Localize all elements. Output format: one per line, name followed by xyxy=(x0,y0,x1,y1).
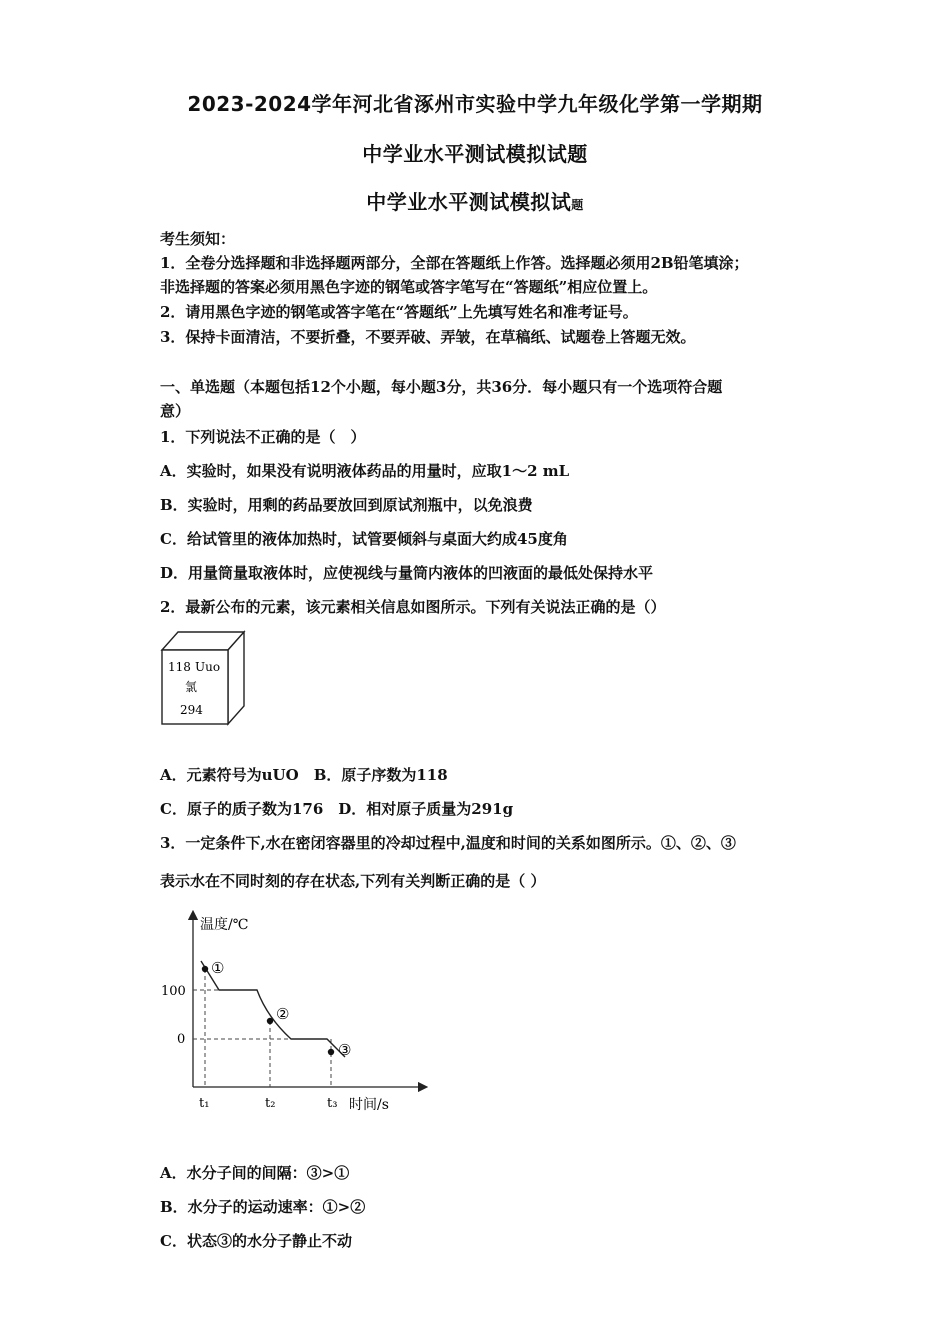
notice-item-1b: 非选择题的答案必须用黑色字迹的钢笔或答字笔写在“答题纸”相应位置上。 xyxy=(160,278,658,296)
y-axis-label: 温度/℃ xyxy=(200,917,249,933)
q1-option-b: B．实验时，用剩的药品要放回到原试剂瓶中，以免浪费 xyxy=(160,496,533,514)
point-state-1 xyxy=(202,966,208,972)
exam-title-line3-suffix: 题 xyxy=(571,198,584,212)
q2-options-ab: A．元素符号为uUO B．原子序数为118 xyxy=(160,766,448,784)
q1-stem: 1．下列说法不正确的是（ ） xyxy=(160,428,366,446)
element-symbol: Uuo xyxy=(195,660,221,674)
section-heading-b: 意） xyxy=(160,402,191,420)
notice-item-1a: 1．全卷分选择题和非选择题两部分，全部在答题纸上作答。选择题必须用2B铅笔填涂； xyxy=(160,254,749,272)
q3-option-b: B．水分子的运动速率：①>② xyxy=(160,1198,366,1216)
x-axis-label: 时间/s xyxy=(349,1097,389,1113)
tick-t3: t₃ xyxy=(327,1096,338,1111)
marker-3: ③ xyxy=(338,1041,352,1059)
q1-option-a: A．实验时，如果没有说明液体药品的用量时，应取1～2 mL xyxy=(160,462,570,480)
tick-t1: t₁ xyxy=(199,1096,210,1111)
element-mass: 294 xyxy=(180,703,203,717)
q3-stem-b: 表示水在不同时刻的存在状态,下列有关判断正确的是（ ） xyxy=(160,872,546,890)
notice-heading: 考生须知： xyxy=(160,230,236,248)
q3-stem-a: 3．一定条件下,水在密闭容器里的冷却过程中,温度和时间的关系如图所示。①、②、③ xyxy=(160,834,736,852)
element-number: 118 xyxy=(168,660,191,674)
element-cube-figure xyxy=(158,628,250,728)
q2-options-cd: C．原子的质子数为176 D．相对原子质量为291g xyxy=(160,800,514,818)
tick-100: 100 xyxy=(161,984,186,999)
marker-2: ② xyxy=(276,1005,290,1023)
q1-option-d: D．用量筒量取液体时，应使视线与量筒内液体的凹液面的最低处保持水平 xyxy=(160,564,654,582)
cooling-curve-graph xyxy=(155,905,435,1120)
element-name: 氯 xyxy=(185,680,198,694)
marker-1: ① xyxy=(211,959,225,977)
exam-title-line3 xyxy=(0,186,950,215)
q3-option-c: C．状态③的水分子静止不动 xyxy=(160,1232,352,1250)
point-state-2 xyxy=(267,1018,273,1024)
section-heading-a: 一、单选题（本题包括12个小题，每小题3分，共36分．每小题只有一个选项符合题 xyxy=(160,378,723,396)
notice-item-2: 2．请用黑色字迹的钢笔或答字笔在“答题纸”上先填写姓名和准考证号。 xyxy=(160,303,638,321)
exam-title-line1: 2023-2024学年河北省涿州市实验中学九年级化学第一学期期 xyxy=(187,92,763,116)
q3-option-a: A．水分子间的间隔：③>① xyxy=(160,1164,350,1182)
tick-0: 0 xyxy=(177,1032,186,1047)
exam-title-line3-main: 中学业水平测试模拟试 xyxy=(366,190,572,214)
notice-item-3: 3．保持卡面清洁，不要折叠，不要弄破、弄皱，在草稿纸、试题卷上答题无效。 xyxy=(160,328,696,346)
tick-t2: t₂ xyxy=(265,1096,276,1111)
q1-option-c: C．给试管里的液体加热时，试管要倾斜与桌面大约成45度角 xyxy=(160,530,568,548)
q2-stem: 2．最新公布的元素，该元素相关信息如图所示。下列有关说法正确的是（） xyxy=(160,598,666,616)
point-state-3 xyxy=(328,1049,334,1055)
exam-title-line2: 中学业水平测试模拟试题 xyxy=(362,142,588,166)
